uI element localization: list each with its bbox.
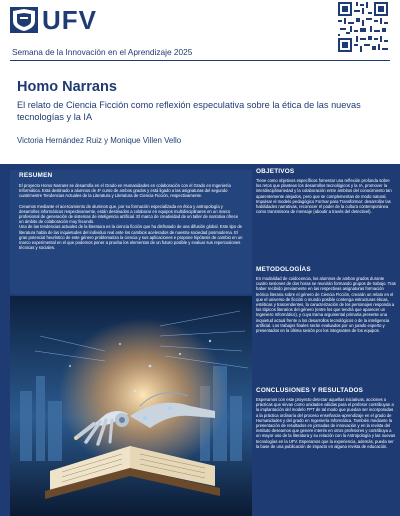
resumen-paragraph: Una de las tendencias actuales de la literatura es la ciencia ficción que ha disfrutado de una difusión global. Este tipo de literatura habla de las inquietudes del individuo real ante los cambios acelerados de nuestra sociedad posmoderna. El gran potencial heurístico de este género problematiza la ciencia y sus aplicaciones e propone hipótesis de cambio en un marco experimental en el que podemos poner a prueba los elementos de un futuro posible y evaluar sus repercusiones técnicas y sociales. xyxy=(19,224,243,251)
header-divider xyxy=(10,60,390,61)
poster-subtitle: El relato de Ciencia Ficción como reflexión especulativa sobre la ética de las nuevas tecnologías y la IA xyxy=(17,100,361,123)
metodologias-section xyxy=(256,266,396,382)
resumen-paragraph: Creamos mediante el acercamiento de alumnos que, por su formación especializada en ética y antropología y desarrollos informáticos respectivamente, están destinados a colaborar en equipos multidisciplinares en un marco profesional de generación de sistemas de inteligencia artificial. El marco de creatividad de un taller de narrativa ofrece un ámbito de colaboración muy fecundo. xyxy=(19,203,239,225)
poster-authors: Victoria Hernández Ruiz y Monique Villen Vello xyxy=(17,136,182,145)
poster-title: Homo Narrans xyxy=(17,79,117,95)
ufv-logo xyxy=(10,5,97,35)
robot-hand-book-illustration xyxy=(10,296,252,516)
qr-code-icon[interactable] xyxy=(338,2,388,52)
objetivos-section xyxy=(256,168,396,256)
resumen-paragraph: El proyecto Homo Narrans se desarrolla en el Grado en Humanidades en colaboración con el Grado en Ingeniería Informática. Está destinado a alumnos de 4º curso de ambos grados y está ligado a las asignaturas del segundo cuatrimestre Tendencias Actuales de la Literatura y Literatura de Ciencia Ficción, respectivamente. xyxy=(19,183,231,199)
resumen-section xyxy=(10,170,252,294)
conclusiones-section xyxy=(256,387,396,515)
ufv-shield-icon xyxy=(10,7,38,33)
conclusiones-text: Esperamos con este proyecto detectar aquellas iniciativas, acciones o prácticas que sirvan como unidades válidas para el profesor contribuyan a la implantación del modelo FPT de tal modo que puedan ser incorporadas a la práctica ordinaria del proceso enseñanza-aprendizaje en el grado de Humanidades y del grado en Ingeniería Informática. También mediante la presentación de resultados en jornadas de innovación y en la revista del instituto deseamos que genere interés en otros profesores y contribuya a un mayor uso de la literatura y su relación con la Antropología y las nuevas tecnologías en la UFV. Esperamos que la experiencia, además, pueda ser la base de una publicación de impacto en alguna revista de educación. xyxy=(256,397,396,449)
objetivos-text: Tiene como objetivos específicos fomentar una reflexión profunda sobre los retos que plantean los desarrollos tecnológicos y la IA, promover la interdisciplinariedad y la colaboración entre ámbitos del conocimiento tan aparentemente alejados, pero que se complementan de modo natural. Impulsar el modelo pedagógico Formar para Transformar: desarrollar las habilidades narrativas, reconocer el poder de la cultura contemporánea como transmisora de mensaje (aboutir a través del detectivel). xyxy=(256,178,392,215)
poster-header xyxy=(0,0,400,62)
logo-text: UFV xyxy=(42,5,97,35)
event-name: Semana de la Innovación en el Aprendizaje 2025 xyxy=(12,47,193,57)
objetivos-heading: OBJETIVOS xyxy=(256,168,295,175)
metodologias-heading: METODOLOGÍAS xyxy=(256,266,311,273)
resumen-heading: RESUMEN xyxy=(19,172,53,179)
conclusiones-heading: CONCLUSIONES Y RESULTADOS xyxy=(256,387,364,394)
metodologias-text: En modalidad de coidocencia, los alumnos de ambos grados durante cuatro sesiones de dos horas se reunirán formando grupos de trabajo. Tras haber recibido previamente en las respectivas asignaturas formación teórica literaria sobre el género de Ciencia Ficción, crearán un relato en el que el universo de ficción o mundo posible contenga estructuras éticas, estéticas y trascendentes, la caracterización de los personajes responda a los tópicos literarios del género (entre los que tendrá que aparecer un Ingeniero Informático), y cuya trama argumental primaria presente una inquietud actual frente a los desarrollos tecnológicos o de la inteligencia artificial. Los trabajos finales serán evaluados por un jurado experto y presentados en la última sesión por los integrantes de los equipos. xyxy=(256,276,396,334)
